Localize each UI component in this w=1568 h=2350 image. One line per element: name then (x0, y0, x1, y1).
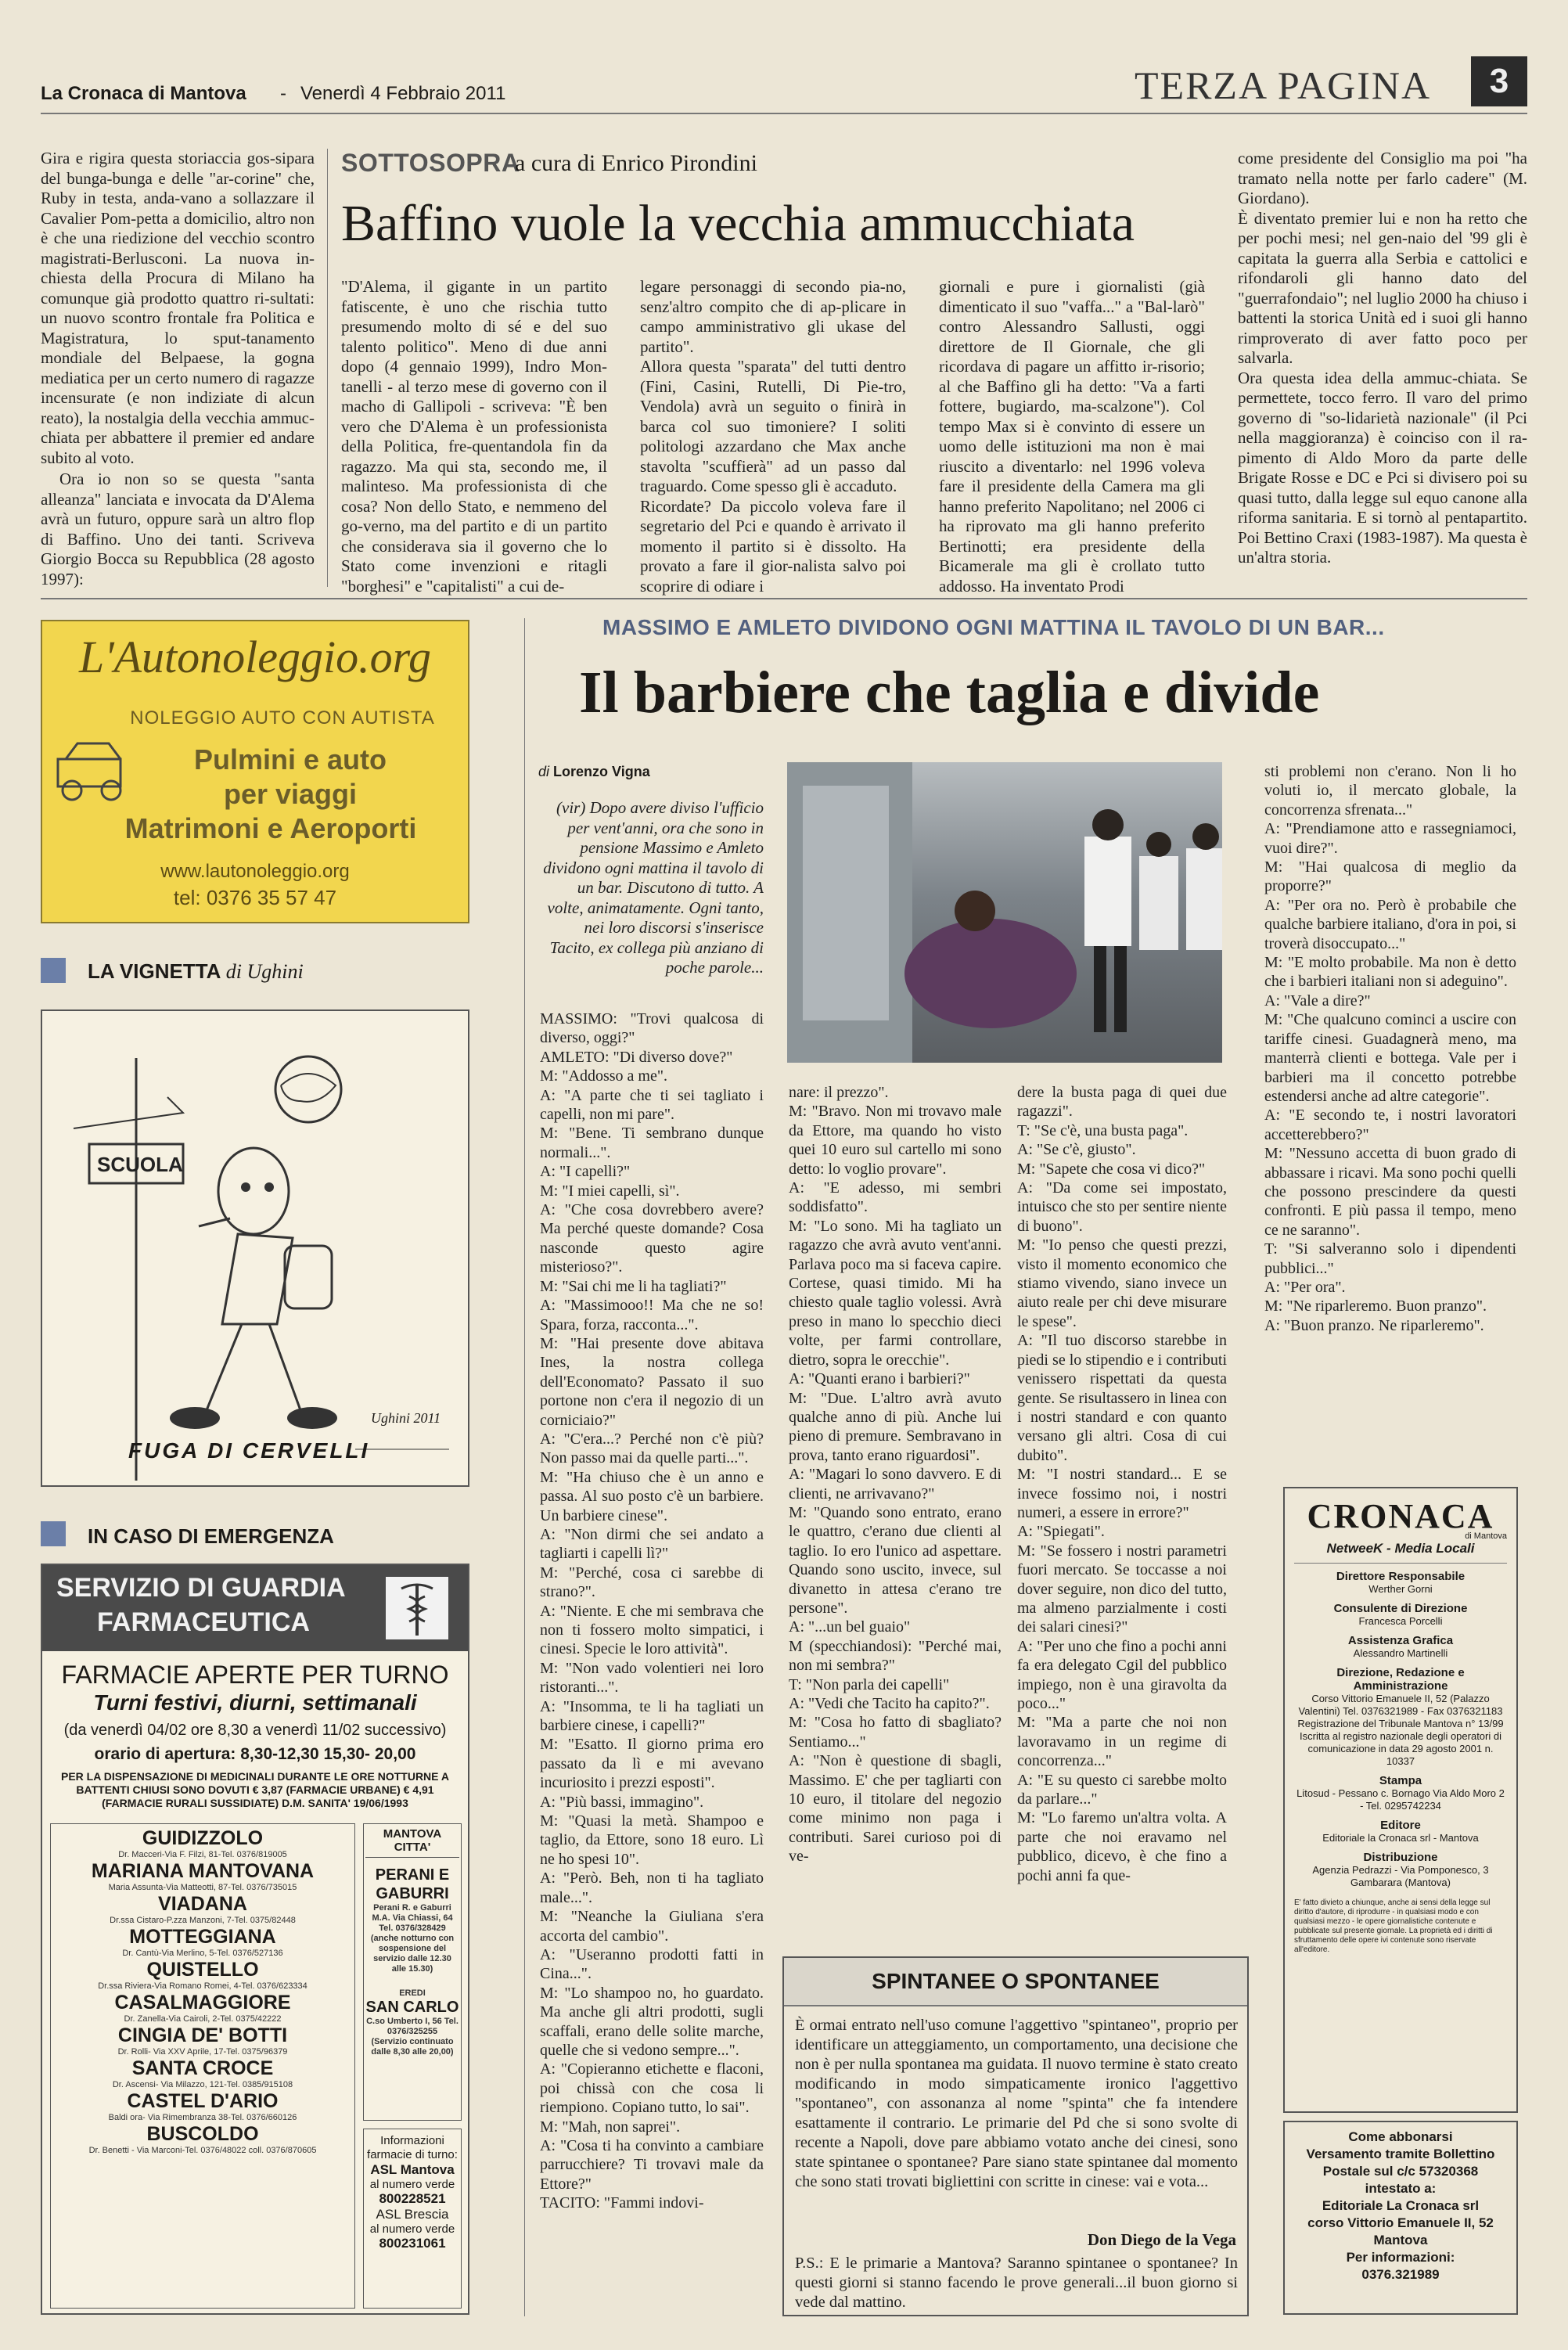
sottosopra-column-1: "D'Alema, il gigante in un partito fatiscente, è uno che rischia tutto presumendo molto di sé e del suo talento politico". Meno di due anni dopo (4 gennaio 1999), Indro Mon-tanelli - al terzo mese di governo con il macho di Gallipoli - scriveva: "È ben vero che D'Alema è un professionista della Politica, fre-quentandola fin da ragazzo. Ma qui sta, secondo me, il malinteso. Ma professionista di che cosa? Non dello Stato, e nemmeno del go-verno, ma del partito e di un partito che considerava sia il governo che lo Stato come invenzioni e ritagli "borghesi" e "capitalisti" a cui de- (341, 277, 607, 596)
perani-note: (anche notturno con sospensione del servizio dalle 12.30 alle 15.30) (370, 1934, 455, 1974)
farmaceutica-box (41, 1564, 469, 2315)
farmacie-period: (da venerdì 04/02 ore 8,30 a venerdì 11/02 successivo) (63, 1722, 447, 1739)
eredi-label: EREDI (399, 1988, 426, 1998)
cronaca-logo: CRONACA (1307, 1497, 1494, 1535)
mantova-citta-box (363, 1823, 462, 2121)
autonoleggio-line1: Pulmini e auto (193, 743, 387, 776)
pharmacy-name: QUISTELLO (146, 1959, 259, 1981)
pharmacy-list (50, 1823, 355, 2309)
vignetta-caption: FUGA DI CERVELLI (128, 1438, 370, 1463)
autonoleggio-logo: L'Autonoleggio.org (78, 632, 432, 682)
spintanee-ps: P.S.: E le primarie a Mantova? Saranno spintanee o spontanee? In questi giorni si stanno facendo le prove generali...il buon giorno si vede dal mattino. (795, 2255, 1238, 2311)
asl-brescia: ASL Brescia (376, 2207, 449, 2222)
pharmacy-name: CASALMAGGIORE (114, 1992, 291, 2014)
autonoleggio-line2: per viaggi (223, 778, 358, 810)
farmaceutica-title-1: SERVIZIO DI GUARDIA (56, 1573, 346, 1603)
autonoleggio-phone: tel: 0376 35 57 47 (173, 886, 337, 909)
abbonamento-line: Versamento tramite Bollettino (1306, 2147, 1495, 2161)
mantova-citta-title: MANTOVA CITTA' (365, 1827, 459, 1858)
numero-verde-label-2: al numero verde (369, 2222, 455, 2236)
colophon-value: Editoriale la Cronaca srl - Mantova (1322, 1832, 1479, 1844)
emergenza-square-icon (41, 1521, 66, 1546)
vignetta-heading (88, 959, 304, 984)
pharmacy-address: Dr. Macceri-Via F. Filzi, 81-Tel. 0376/819005 (118, 1850, 287, 1859)
colophon-role: Direttore Responsabile (1336, 1570, 1466, 1583)
numero-verde-label-1: al numero verde (369, 2178, 455, 2191)
pharmacy-name: VIADANA (158, 1893, 247, 1915)
autonoleggio-line3: Matrimoni e Aeroporti (124, 812, 417, 844)
colophon-box (1283, 1487, 1518, 2113)
emergenza-heading: IN CASO DI EMERGENZA (88, 1524, 334, 1548)
vignetta-heading-text: LA VIGNETTA (88, 959, 221, 983)
colophon-value: Corso Vittorio Emanuele II, 52 (Palazzo Valentini) Tel. 0376321989 - Fax 0376321183 Registrazione del Tribunale Mantova n° 13/99 Iscritta al registro nazionale degli operatori di comunicazione in data 29 agosto 2001 n. 10337 (1297, 1693, 1504, 1767)
vignetta-cartoon (41, 1009, 469, 1487)
sottosopra-byline: a cura di Enrico Pirondini (515, 150, 757, 176)
sottosopra-headline: Baffino vuole la vecchia ammucchiata (341, 195, 1135, 252)
byline-prefix: di (538, 764, 550, 779)
pharmacy-address: Dr. Cantù-Via Merlino, 5-Tel. 0376/527136 (122, 1949, 283, 1958)
list-item (51, 1824, 354, 2156)
pharmacy-address: Dr. Benetti - Via Marconi-Tel. 0376/48022 coll. 0376/870605 (88, 2146, 317, 2155)
abbonamento-line: Postale sul c/c 57320368 (1322, 2164, 1479, 2179)
top-left-paragraph: Gira e rigira questa storiaccia gos-sipara del bunga-bunga e delle "ar-corine" che, Ruby in testa, anda-vano a sollazzare il Cavalier Pom-petta a domicilio, altro non è che una riedizione del vecchio scontro magistrati-Berlusconi. La nuova in-chiesta della Procura di Milano ha comunque già prodotto quattro ri-sultati: un nuovo scontro frontale fra Politica e Magistratura, lo sput-tanamento mondiale del Belpaese, la gogna mediatica per un certo numero di ragazze incensurate (e non indiziate di alcun reato), la nostalgia della vecchia ammuc-chiata per abbattere il premier ed andare subito al voto. (41, 149, 315, 467)
abbonamento-box (1283, 2121, 1518, 2315)
numero-verde-1: 800228521 (379, 2191, 446, 2206)
autonoleggio-subtitle: NOLEGGIO AUTO CON AUTISTA (130, 707, 435, 729)
sottosopra-column-4: come presidente del Consiglio ma poi "ha tramato nella notte per farlo cadere" (M. Giordano). È diventato premier lui e non ha retto che per pochi mesi; nel gen-naio del '99 gli è capitata la guerra alla Serbia e cattolici e rifondaroli gli hanno dato del "guerrafondaio"; nel luglio 2000 ha chiuso i battenti la storica Unità ed i suoi gli hanno rimproverato di aver fatto poco per salvarla. Ora questa idea della ammuc-chiata. Se permettete, tocco ferro. Il varo del primo governo di "so-lidarietà nazionale" (il Pci nella maggioranza) è coinciso con il ra-pimento di Aldo Moro da parte delle Brigate Rosse e DC e Pci si divisero poi su quasi tutto, dalla legge sul equo canone alla riforma sanitaria. E si tornò al pentapartito. Poi Bettino Craxi (1983-1987). Ma questa è un'altra storia. (1238, 149, 1527, 567)
barbiere-byline (538, 764, 650, 780)
masthead-separator: - (280, 83, 286, 104)
vignetta-signature: Ughini 2011 (371, 1410, 441, 1426)
autonoleggio-ad[interactable] (41, 620, 469, 923)
spintanee-signature: Don Diego de la Vega (1087, 2230, 1236, 2249)
barbiere-intro: (vir) Dopo avere diviso l'ufficio per vent'anni, ora che sono in pensione Massimo e Amleto dividono ogni mattina il tavolo di un bar. Discutono di tutto. A volte, animatamente. Ogni tanto, nei loro discorsi s'inserisce Tacito, ex collega più anziano di poche parole... (543, 798, 764, 977)
section-title: TERZA PAGINA (1135, 63, 1432, 107)
column-divider (327, 149, 328, 587)
barbiere-headline: Il barbiere che taglia e divide (579, 660, 1320, 725)
byline-author: Lorenzo Vigna (553, 764, 650, 779)
pharmacy-name: GUIDIZZOLO (142, 1827, 264, 1849)
colophon-role: Consulente di Direzione (1333, 1602, 1468, 1615)
perani-name: PERANI E GABURRI (375, 1866, 450, 1902)
issue-date: Venerdì 4 Febbraio 2011 (300, 83, 506, 104)
colophon-role: Distribuzione (1363, 1851, 1438, 1864)
pharmacy-address: Maria Assunta-Via Matteotti, 87-Tel. 0376/735015 (108, 1883, 297, 1892)
colophon-role: Assistenza Grafica (1347, 1634, 1454, 1647)
abbonamento-line: Come abbonarsi (1348, 2129, 1453, 2144)
asl-mantova: ASL Mantova (370, 2162, 455, 2177)
top-left-column (41, 149, 315, 591)
numero-verde-2: 800231061 (379, 2236, 446, 2251)
photo-scene (787, 762, 1222, 1063)
abbonamento-line: Per informazioni: (1346, 2250, 1455, 2265)
barbiere-column-4: sti problemi non c'erano. Non li ho voluti io, il mercato globale, la concorrenza sfrenata..." A: "Prendiamone atto e rassegniamoci, vuoi dire?". M: "Hai qualcosa di meglio da proporre?" A: "Per ora no. Però è probabile che qualche barbiere italiano, d'ora in poi, si troverà disoccupato..." M: "E molto probabile. Ma non è detto che i barbieri italiani non si adeguino". A: "Vale a dire?" M: "Che qualcuno cominci a uscire con tariffe cinesi. Guadagnerà meno, ma manterrà clienti e bottega. Vale per i barbieri ma il concetto potrebbe estendersi anche ad altre categorie". A: "E secondo te, i nostri lavoratori accetterebbero?" M: "Nessuno accetta di buon grado di abbassare i ricavi. Ma sono pochi quelli che possono prescindere da questi confronti. E più passa il tempo, meno ce ne saranno". T: "Si salveranno solo i dipendenti pubblici..." A: "Per ora". M: "Ne riparleremo. Buon pranzo". A: "Buon pranzo. Ne riparleremo". (1264, 763, 1516, 1334)
sottosopra-column-3: giornali e pure i giornalisti (già dimenticato il suo "vaffa..." a "Bal-larò" contro Alessandro Sallusti, oggi direttore de Il Giornale, che gli ricordava di pagare un affitto ir-risorio; al che Baffino gli ha detto: "Va a farti fottere, bugiardo, ma-scalzone"). Col tempo Max si è convinto di essere un uomo delle istituzioni ma non è mai riuscito a diventarlo: nel 1996 voleva fare il presidente della Camera ma gli hanno preferito Napolitano; nel 2006 ci ha riprovato ma gli hanno preferito Bertinotti; era presidente della Bicamerale ma gli è crollato tutto addosso. Ha inventato Prodi (939, 277, 1205, 596)
sidebar-divider (524, 618, 525, 2316)
pharmacy-address: Dr. Ascensi- Via Milazzo, 121-Tel. 0385/915108 (112, 2080, 293, 2089)
farmacie-turni: Turni festivi, diurni, settimanali (93, 1690, 417, 1715)
colophon-network: NetweeK - Media Locali (1294, 1541, 1507, 1564)
sottosopra-label: SOTTOSOPRA (341, 149, 520, 177)
barbiere-column-1: MASSIMO: "Trovi qualcosa di diverso, oggi?" AMLETO: "Di diverso dove?" M: "Addosso a me". A: "A parte che ti sei tagliato i capelli, non mi pare". M: "Bene. Ti sembrano dunque normali...". A: "I capelli?" M: "I miei capelli, sì". A: "Che cosa dovrebbero avere? Ma perché queste domande? Cosa nasconde questo agire misterioso?". M: "Sai chi me li ha tagliati?" A: "Massimooo!! Ma che ne so! Spara, forza, racconta...". M: "Hai presente dove abitava Ines, la nostra collega dell'Economato? Passato il suo portone non c'era il negozio di un corniciaio?" A: "C'era...? Perché non c'è più? Non passo mai da quelle parti...". M: "Ha chiuso che è un anno e passa. Al suo posto c'è un barbiere. Un barbiere cinese". A: "Non dirmi che sei andato a tagliarti i capelli lì?" M: "Perché, cosa ci sarebbe di strano?". A: "Niente. E che mi sembrava che non ti fossero molto simpatici, i cinesi. Specie le loro attività". M: "Non vado volentieri nei loro ristoranti...". A: "Insomma, te li ha tagliati un barbiere cinese, i capelli?" M: "Esatto. Il giorno prima ero passato da lì e mi avevano incuriosito i prezzi esposti". A: "Più bassi, immagino". M: "Quasi la metà. Shampoo e taglio, da Ettore, sono 18 euro. Lì ne ho spesi 10". A: "Però. Beh, non ti ha tagliato male...". M: "Neanche la Giuliana s'era accorta del cambio". A: "Useranno prodotti fatti in Cina...". M: "Lo shampoo no, ho guardato. Ma anche gli altri prodotti, sugli scaffali, erano delle solite marche, quelle che si vedono sempre...". A: "Copieranno etichette e flaconi, poi chissà con che cosa li riempiono. Copiano tutto, lo sai". M: "Mah, non saprei". A: "Cosa ti ha convinto a cambiare parrucchiere? Ti trovavi male da Ettore?" TACITO: "Fammi indovi- (540, 1010, 764, 2212)
sancarlo-address: C.so Umberto I, 56 Tel. 0376/325255 (366, 2017, 459, 2036)
pharmacy-name: MOTTEGGIANA (129, 1926, 276, 1948)
barbershop-photo (787, 762, 1222, 1063)
colophon-role: Stampa (1379, 1774, 1422, 1787)
perani-address: Perani R. e Gaburri M.A. Via Chiassi, 64 Tel. 0376/328429 (372, 1903, 453, 1933)
cartoon-sign-text: SCUOLA (97, 1153, 183, 1176)
sottosopra-bottom-rule (41, 598, 1527, 599)
colophon-value: Litosud - Pessano c. Bornago Via Aldo Moro 2 - Tel. 0295742234 (1296, 1787, 1505, 1812)
pharmacy-name: BUSCOLDO (146, 2123, 259, 2145)
sancarlo-name: SAN CARLO (365, 1999, 459, 2016)
masthead-title: La Cronaca di Mantova (41, 83, 246, 104)
abbonamento-line: corso Vittorio Emanuele II, 52 (1307, 2215, 1494, 2230)
cronaca-logo-small: di Mantova (1465, 1531, 1507, 1541)
abbonamento-phone: 0376.321989 (1361, 2267, 1440, 2282)
spintanee-title-band: SPINTANEE O SPONTANEE (784, 1958, 1247, 2006)
info-title: Informazioni farmacie di turno: (367, 2134, 458, 2161)
pharmacy-address: Dr. Rolli- Via XXV Aprile, 17-Tel. 0375/96379 (117, 2047, 288, 2057)
caduceus-icon (382, 1573, 452, 1643)
abbonamento-line: intestato a: (1365, 2181, 1437, 2196)
header-rule (41, 113, 1527, 114)
colophon-disclaimer: E' fatto divieto a chiunque, anche ai sensi della legge sul diritto d'autore, di riprodurre - in qualsiasi modo e con qualsiasi mezzo - le opere giornalistiche contenute e pubblicate sul presente giornale. La proprietà ed i diritti di sfruttamento delle opere ivi contenute sono riservate all'editore. (1294, 1898, 1493, 1954)
pharmacy-address: Dr. Zanella-Via Cairoli, 2-Tel. 0375/42222 (124, 2014, 282, 2024)
vignetta-square-icon (41, 958, 66, 983)
spintanee-box (782, 1956, 1249, 2316)
colophon-role: Direzione, Redazione e Amministrazione (1336, 1666, 1465, 1693)
info-box (363, 2129, 462, 2309)
pharmacy-address: Dr.ssa Riviera-Via Romano Romei, 4-Tel. 0376/623334 (98, 1981, 307, 1991)
colophon-value: Agenzia Pedrazzi - Via Pomponesco, 3 Gambarara (Mantova) (1312, 1864, 1489, 1888)
colophon-logo (1294, 1496, 1507, 1541)
top-left-paragraph: Ora io non so se questa "santa alleanza" lanciata e invocata da D'Alema avrà un futuro, oppure sarà un altro flop di Baffino. Uno dei tanti. Scriveva Giorgio Bocca su Repubblica (28 agosto 1997): (41, 470, 315, 588)
colophon-value: Francesca Porcelli (1358, 1615, 1443, 1627)
sancarlo-note: (Servizio continuato dalle 8,30 alle 20,00) (371, 2037, 454, 2057)
colophon-role: Editore (1380, 1819, 1421, 1832)
pharmacy-address: Dr.ssa Cistaro-P.zza Manzoni, 7-Tel. 0375/82448 (110, 1916, 296, 1925)
pharmacy-name: CASTEL D'ARIO (127, 2090, 279, 2112)
barbiere-kicker: MASSIMO E AMLETO DIVIDONO OGNI MATTINA IL TAVOLO DI UN BAR... (602, 615, 1385, 639)
abbonamento-line: Mantova (1373, 2233, 1428, 2247)
barbiere-column-3: dere la busta paga di quei due ragazzi". T: "Se c'è, una busta paga". A: "Se c'è, giusto". M: "Sapete che cosa vi dico?" A: "Da come sei impostato, intuisco che sto per sentire niente di buono". M: "Io penso che questi prezzi, visto il momento economico che stiamo vivendo, siano invece un aiuto reale per chi deve misurare le spese". A: "Il tuo discorso starebbe in piedi se lo stipendio e i contributi venissero rispettati da questa gente. Se risultassero in linea con i nostri standard e con quanto versano gli altri. Cosa di cui dubito". M: "I nostri standard... E se invece fossimo noi, i nostri numeri, a essere in errore?" A: "Spiegati". M: "Se fossero i nostri parametri fuori mercato. Se toccasse a noi dover seguire, non dico del tutto, ma almeno parzialmente i costi dei salari cinesi?" A: "Per uno che fino a pochi anni fa era delegato Cgil del pubblico impiego, non è una giravolta da poco..." M: "Ma a parte che noi non lavoravamo in un regime di concorrenza..." A: "E su questo ci sarebbe molto da parlare..." M: "Lo faremo un'altra volta. A parte che noi eravamo nel pubblico, dicevo, è che fino a pochi anni fa que- (1017, 1084, 1227, 1884)
pharmacy-name: SANTA CROCE (131, 2057, 274, 2079)
page-number: 3 (1471, 56, 1527, 106)
autonoleggio-website[interactable]: www.lautonoleggio.org (160, 861, 350, 882)
spintanee-body: È ormai entrato nell'uso comune l'aggettivo "spintaneo", proprio per identificare un atteggiamento, un comportamento, una decisione che non è per nulla spontanea ma guidata. Il nuovo termine è stato creato modificando in modo simpaticamente ironico l'aggettivo "spontaneo", con assonanza al nome "spinta" che fa intendere esattamente il contrario. Le primarie del Pd che si sono svolte di recente a Napoli, dove pare abbiamo votato anche dei cinesi, sono state spintanee o spontanee? Pare siano state spintanee dal momento che sono stati trovati bigliettini con scritte in cinese: vai e vota... (795, 2017, 1238, 2190)
vignetta-author: di Ughini (225, 960, 304, 983)
sottosopra-column-2: legare personaggi di secondo pia-no, senz'altro compito che di ap-plicare in campo amministrativo gli ukase del partito". Allora questa "sparata" del tutti dentro (Fini, Casini, Rutelli, Di Pie-tro, Vendola) avrà un seguito o finirà in barca col suo timoniere? I soliti politologi azzardano che Max anche stavolta "scuffierà" ad un passo dal traguardo. Come spesso gli è accaduto. Ricordate? Da piccolo voleva fare il segretario del Pci e quando è arrivato il momento il partito si è dissolto. Ha provato a fare il gior-nalista salvo poi scoprire di odiare i (640, 277, 906, 596)
farmaceutica-title-band (42, 1565, 468, 1651)
pharmacy-name: CINGIA DE' BOTTI (117, 2024, 288, 2046)
barbiere-column-2: nare: il prezzo". M: "Bravo. Non mi trovavo male da Ettore, ma quando ho visto quei 10 euro sul cartello mi sono detto: lo voglio provare". A: "E adesso, mi sembri soddisfatto". M: "Lo sono. Mi ha tagliato un ragazzo che avrà avuto vent'anni. Parlava poco ma si faceva capire. Cortese, quasi timido. Mi ha chiesto quale taglio volessi. Avrà preso in mano lo specchio dieci volte, per farmi controllare, dietro, sopra le orecchie". A: "Quanti erano i barbieri?" M: "Due. L'altro avrà avuto qualche anno di più. Anche lui pieno di premure. Sembravano in prova, tanto erano riguardosi". A: "Magari lo sono davvero. E di clienti, ne arrivavano?" M: "Quando sono entrato, erano le quattro, c'erano due clienti al taglio. Io ero l'unico ad aspettare. Quando sono uscito, invece, sul divanetto in attesa c'erano tre persone". A: "...un bel guaio" M (specchiandosi): "Perché mai, non mi sembra?" T: "Non parla dei capelli" A: "Vedi che Tacito ha capito?". M: "Cosa ho fatto di sbagliato? Sentiamo..." A: "Non è questione di sbagli, Massimo. E' che per tagliarti con 10 euro, il titolare del negozio come minimo non paga i contributi. Sarei curioso poi di ve- (789, 1084, 1002, 1866)
farmacie-dispensazione: PER LA DISPENSAZIONE DI MEDICINALI DURANTE LE ORE NOTTURNE A BATTENTI CHIUSI SONO DOVUTI € 3,87 (FARMACIE URBANE) € 4,91 (FARMACIE RURALI SUSSIDIATE) D.M. SANITA' 19/06/1993 (61, 1770, 449, 1809)
colophon-value: Alessandro Martinelli (1353, 1647, 1448, 1659)
farmaceutica-title-2: FARMACEUTICA (97, 1607, 310, 1637)
farmacie-aperte: FARMACIE APERTE PER TURNO (61, 1661, 449, 1689)
pharmacy-address: Baldi ora- Via Rimembranza 38-Tel. 0376/660126 (108, 2113, 297, 2122)
colophon-value: Werther Gorni (1368, 1583, 1433, 1595)
abbonamento-line: Editoriale La Cronaca srl (1322, 2198, 1480, 2213)
pharmacy-name: MARIANA MANTOVANA (91, 1860, 315, 1882)
farmacie-orario: orario di apertura: 8,30-12,30 15,30- 20,00 (94, 1745, 416, 1763)
